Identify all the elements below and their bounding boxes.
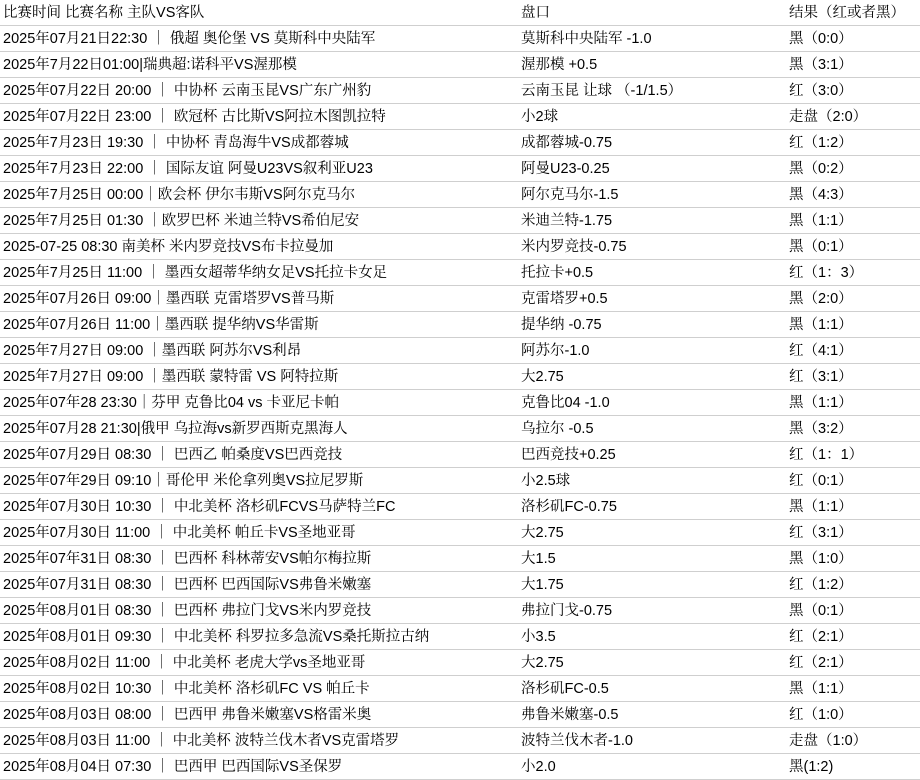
cell-handicap: 洛杉矶FC-0.75: [518, 494, 786, 520]
cell-handicap: 提华纳 -0.75: [518, 312, 786, 338]
column-header-result: 结果（红或者黑）: [786, 0, 920, 26]
cell-result: 黑（3:2）: [786, 416, 920, 442]
cell-match: 2025年07月30日 11:00 ｜ 中北美杯 帕丘卡VS圣地亚哥: [0, 520, 518, 546]
cell-match: 2025年08月02日 11:00 ｜ 中北美杯 老虎大学vs圣地亚哥: [0, 650, 518, 676]
cell-match: 2025年7月27日 09:00 ｜墨西联 阿苏尔VS利昂: [0, 338, 518, 364]
cell-match: 2025年07月31日 08:30 ｜ 巴西杯 巴西国际VS弗鲁米嫩塞: [0, 572, 518, 598]
table-row: [0, 104, 920, 130]
table-row: [0, 468, 920, 494]
table-row: [0, 78, 920, 104]
cell-result: 黑（2:0）: [786, 286, 920, 312]
table-row: [0, 338, 920, 364]
table-row: [0, 676, 920, 702]
cell-handicap: 米内罗竞技-0.75: [518, 234, 786, 260]
table-row: [0, 572, 920, 598]
table-row: [0, 520, 920, 546]
cell-result: 红（1:2）: [786, 130, 920, 156]
cell-match: 2025年07月21日22:30 ｜ 俄超 奥伦堡 VS 莫斯科中央陆军: [0, 26, 518, 52]
table-row: [0, 546, 920, 572]
cell-match: 2025-07-25 08:30 南美杯 米内罗竞技VS布卡拉曼加: [0, 234, 518, 260]
cell-match: 2025年08月02日 10:30 ｜ 中北美杯 洛杉矶FC VS 帕丘卡: [0, 676, 518, 702]
cell-handicap: 克雷塔罗+0.5: [518, 286, 786, 312]
cell-result: 黑（1:1）: [786, 390, 920, 416]
cell-result: 红（1:0）: [786, 702, 920, 728]
cell-result: 红（2:1）: [786, 650, 920, 676]
table-row: [0, 286, 920, 312]
table-row: [0, 390, 920, 416]
cell-match: 2025年7月22日01:00|瑞典超:诺科平VS渥那模: [0, 52, 518, 78]
column-header-match: 比赛时间 比赛名称 主队VS客队: [0, 0, 518, 26]
cell-handicap: 小2.5球: [518, 468, 786, 494]
cell-result: 黑(1:2): [786, 754, 920, 780]
cell-match: 2025年07年29日 09:10｜哥伦甲 米伦拿列奥VS拉尼罗斯: [0, 468, 518, 494]
cell-handicap: 成都蓉城-0.75: [518, 130, 786, 156]
cell-handicap: 阿曼U23-0.25: [518, 156, 786, 182]
cell-handicap: 阿苏尔-1.0: [518, 338, 786, 364]
cell-result: 走盘（2:0）: [786, 104, 920, 130]
cell-match: 2025年07月22日 20:00 ｜ 中协杯 云南玉昆VS广东广州豹: [0, 78, 518, 104]
cell-handicap: 托拉卡+0.5: [518, 260, 786, 286]
table-row: [0, 182, 920, 208]
cell-match: 2025年08月04日 07:30 ｜ 巴西甲 巴西国际VS圣保罗: [0, 754, 518, 780]
cell-handicap: 渥那模 +0.5: [518, 52, 786, 78]
cell-match: 2025年08月01日 08:30 ｜ 巴西杯 弗拉门戈VS米内罗竞技: [0, 598, 518, 624]
cell-result: 红（1:2）: [786, 572, 920, 598]
cell-result: 红（1：1）: [786, 442, 920, 468]
cell-result: 黑（1:1）: [786, 312, 920, 338]
cell-match: 2025年07月26日 11:00｜墨西联 提华纳VS华雷斯: [0, 312, 518, 338]
cell-handicap: 弗拉门戈-0.75: [518, 598, 786, 624]
cell-match: 2025年07月26日 09:00｜墨西联 克雷塔罗VS普马斯: [0, 286, 518, 312]
cell-handicap: 克鲁比04 -1.0: [518, 390, 786, 416]
cell-match: 2025年07年28 23:30｜芬甲 克鲁比04 vs 卡亚尼卡帕: [0, 390, 518, 416]
cell-match: 2025年07年31日 08:30 ｜ 巴西杯 科林蒂安VS帕尔梅拉斯: [0, 546, 518, 572]
table-body: [0, 26, 920, 780]
cell-handicap: 小2球: [518, 104, 786, 130]
table-row: [0, 130, 920, 156]
table-row: [0, 650, 920, 676]
table-row: [0, 494, 920, 520]
cell-match: 2025年07月22日 23:00 ｜ 欧冠杯 古比斯VS阿拉木图凯拉特: [0, 104, 518, 130]
table-row: [0, 728, 920, 754]
cell-result: 红（1：3）: [786, 260, 920, 286]
table-header-row: [0, 0, 920, 26]
cell-result: 黑（1:1）: [786, 494, 920, 520]
column-header-handicap: 盘口: [518, 0, 786, 26]
table-row: [0, 26, 920, 52]
cell-handicap: 大2.75: [518, 520, 786, 546]
cell-handicap: 巴西竞技+0.25: [518, 442, 786, 468]
cell-match: 2025年7月25日 00:00｜欧会杯 伊尔韦斯VS阿尔克马尔: [0, 182, 518, 208]
cell-match: 2025年08月01日 09:30 ｜ 中北美杯 科罗拉多急流VS桑托斯拉古纳: [0, 624, 518, 650]
cell-handicap: 阿尔克马尔-1.5: [518, 182, 786, 208]
cell-handicap: 大1.75: [518, 572, 786, 598]
cell-match: 2025年07月30日 10:30 ｜ 中北美杯 洛杉矶FCVS马萨特兰FC: [0, 494, 518, 520]
cell-handicap: 乌拉尔 -0.5: [518, 416, 786, 442]
table-row: [0, 442, 920, 468]
cell-result: 红（3:0）: [786, 78, 920, 104]
cell-match: 2025年07月28 21:30|俄甲 乌拉海vs新罗西斯克黑海人: [0, 416, 518, 442]
table-row: [0, 234, 920, 260]
cell-handicap: 云南玉昆 让球 （-1/1.5）: [518, 78, 786, 104]
cell-match: 2025年7月25日 01:30 ｜欧罗巴杯 米迪兰特VS希伯尼安: [0, 208, 518, 234]
cell-result: 红（3:1）: [786, 364, 920, 390]
cell-result: 红（2:1）: [786, 624, 920, 650]
cell-result: 黑（1:1）: [786, 676, 920, 702]
cell-match: 2025年7月25日 11:00 ｜ 墨西女超蒂华纳女足VS托拉卡女足: [0, 260, 518, 286]
cell-match: 2025年07月29日 08:30 ｜ 巴西乙 帕桑度VS巴西竞技: [0, 442, 518, 468]
cell-handicap: 小2.0: [518, 754, 786, 780]
cell-handicap: 波特兰伐木者-1.0: [518, 728, 786, 754]
table-row: [0, 624, 920, 650]
cell-result: 黑（0:0）: [786, 26, 920, 52]
table-row: [0, 52, 920, 78]
table-row: [0, 754, 920, 780]
cell-match: 2025年7月23日 19:30 ｜ 中协杯 青岛海牛VS成都蓉城: [0, 130, 518, 156]
cell-result: 黑（1:1）: [786, 208, 920, 234]
cell-handicap: 大2.75: [518, 650, 786, 676]
cell-match: 2025年08月03日 11:00 ｜ 中北美杯 波特兰伐木者VS克雷塔罗: [0, 728, 518, 754]
table-row: [0, 156, 920, 182]
cell-result: 红（3:1）: [786, 520, 920, 546]
cell-handicap: 洛杉矶FC-0.5: [518, 676, 786, 702]
cell-handicap: 莫斯科中央陆军 -1.0: [518, 26, 786, 52]
cell-handicap: 大1.5: [518, 546, 786, 572]
table-row: [0, 702, 920, 728]
table-row: [0, 598, 920, 624]
cell-match: 2025年7月23日 22:00 ｜ 国际友谊 阿曼U23VS叙利亚U23: [0, 156, 518, 182]
table-row: [0, 208, 920, 234]
cell-handicap: 弗鲁米嫩塞-0.5: [518, 702, 786, 728]
cell-result: 黑（1:0）: [786, 546, 920, 572]
cell-handicap: 小3.5: [518, 624, 786, 650]
cell-result: 黑（0:1）: [786, 598, 920, 624]
cell-result: 黑（0:1）: [786, 234, 920, 260]
cell-handicap: 大2.75: [518, 364, 786, 390]
table-row: [0, 364, 920, 390]
cell-match: 2025年7月27日 09:00 ｜墨西联 蒙特雷 VS 阿特拉斯: [0, 364, 518, 390]
cell-result: 红（4:1）: [786, 338, 920, 364]
table-row: [0, 260, 920, 286]
cell-handicap: 米迪兰特-1.75: [518, 208, 786, 234]
cell-result: 红（0:1）: [786, 468, 920, 494]
table-row: [0, 416, 920, 442]
cell-result: 黑（4:3）: [786, 182, 920, 208]
cell-result: 走盘（1:0）: [786, 728, 920, 754]
cell-result: 黑（3:1）: [786, 52, 920, 78]
cell-match: 2025年08月03日 08:00 ｜ 巴西甲 弗鲁米嫩塞VS格雷米奥: [0, 702, 518, 728]
cell-result: 黑（0:2）: [786, 156, 920, 182]
table-row: [0, 312, 920, 338]
